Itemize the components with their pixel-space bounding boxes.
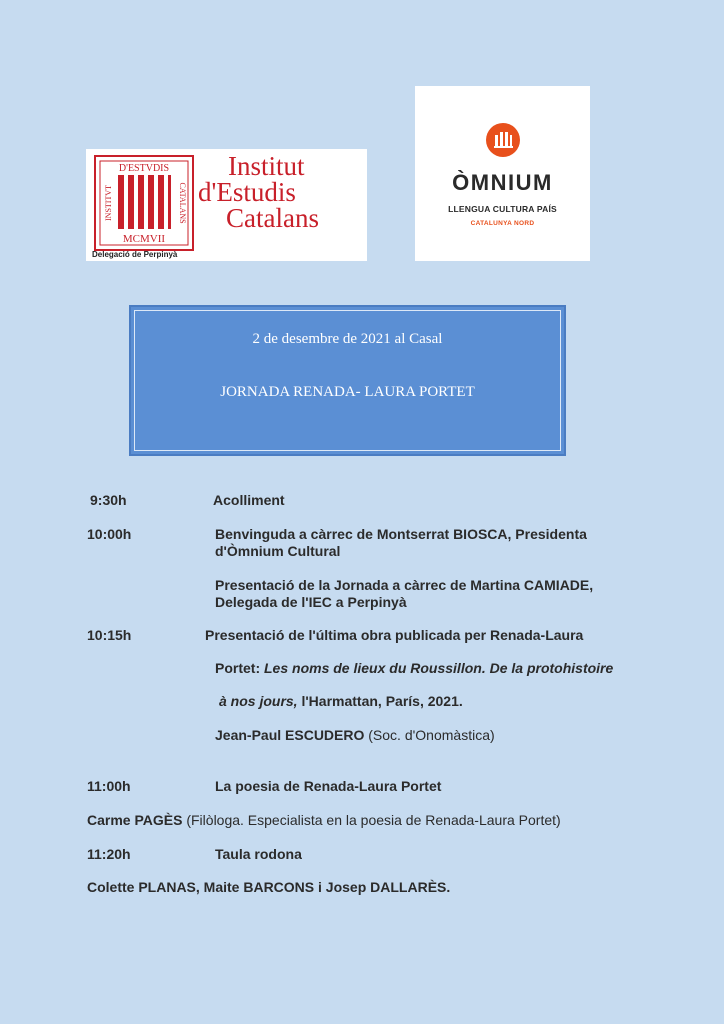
- event-date: 2 de desembre de 2021 al Casal: [252, 331, 443, 347]
- iec-name-line-3: Catalans: [226, 203, 319, 233]
- iec-seal-icon: [94, 155, 194, 251]
- item-presentacio-line-2: Delegada de l'IEC a Perpinyà: [215, 594, 407, 610]
- item-obra-publisher: l'Harmattan, París, 2021.: [297, 693, 463, 709]
- omnium-mark-icon: [486, 123, 520, 157]
- speaker-escudero-affiliation: (Soc. d'Onomàstica): [364, 727, 495, 743]
- time-1015: 10:15h: [87, 627, 132, 643]
- omnium-logo: [415, 86, 590, 261]
- iec-seal-top-text: D'ESTVDIS: [118, 163, 170, 174]
- item-obra-line-2: [215, 660, 613, 676]
- time-1120: 11:20h: [87, 846, 131, 862]
- iec-name-line-1: Institut: [228, 151, 305, 181]
- iec-seal-left-text: INSTITVT: [104, 185, 113, 221]
- item-obra-prefix: Portet:: [215, 660, 264, 676]
- item-obra-line-3: [219, 693, 463, 709]
- item-obra-title-part-2: à nos jours,: [219, 693, 298, 709]
- speaker-pages-name: Carme PAGÈS: [87, 812, 183, 828]
- item-acolliment: Acolliment: [213, 492, 285, 508]
- iec-name-line-2: d'Estudis: [198, 177, 296, 207]
- item-benvinguda-line-2: d'Òmnium Cultural: [215, 543, 341, 559]
- event-name: JORNADA RENADA- LAURA PORTET: [220, 384, 475, 400]
- iec-seal-right-text: CATALANS: [178, 182, 187, 224]
- time-1100: 11:00h: [87, 778, 131, 794]
- item-poesia: La poesia de Renada-Laura Portet: [215, 778, 442, 794]
- event-title-box: [129, 305, 566, 456]
- time-1000: 10:00h: [87, 526, 132, 542]
- item-pages: [87, 812, 561, 828]
- item-obra-title-part-1: Les noms de lieux du Roussillon. De la protohistoire: [264, 660, 614, 676]
- item-benvinguda-line-1: Benvinguda a càrrec de Montserrat BIOSCA, Presidenta: [215, 526, 587, 542]
- iec-logo: [86, 149, 367, 261]
- omnium-region: CATALUNYA NORD: [470, 220, 535, 227]
- time-0930: 9:30h: [90, 492, 127, 508]
- iec-name: [198, 153, 364, 231]
- iec-seal-bottom-text: MCMVII: [122, 233, 166, 245]
- speaker-escudero-name: Jean-Paul ESCUDERO: [215, 727, 365, 743]
- item-participants: Colette PLANAS, Maite BARCONS i Josep DALLARÈS.: [87, 879, 451, 895]
- iec-delegation: Delegació de Perpinyà: [92, 250, 178, 259]
- speaker-pages-affiliation: (Filòloga. Especialista en la poesia de Renada-Laura Portet): [182, 812, 561, 828]
- item-obra-line-1: Presentació de l'última obra publicada per Renada-Laura: [205, 627, 584, 643]
- item-presentacio-line-1: Presentació de la Jornada a càrrec de Martina CAMIADE,: [215, 577, 594, 593]
- item-taula-rodona: Taula rodona: [215, 846, 302, 862]
- omnium-name: ÒMNIUM: [452, 170, 553, 195]
- item-escudero: [215, 727, 495, 743]
- omnium-tagline: LLENGUA CULTURA PAÍS: [448, 204, 557, 214]
